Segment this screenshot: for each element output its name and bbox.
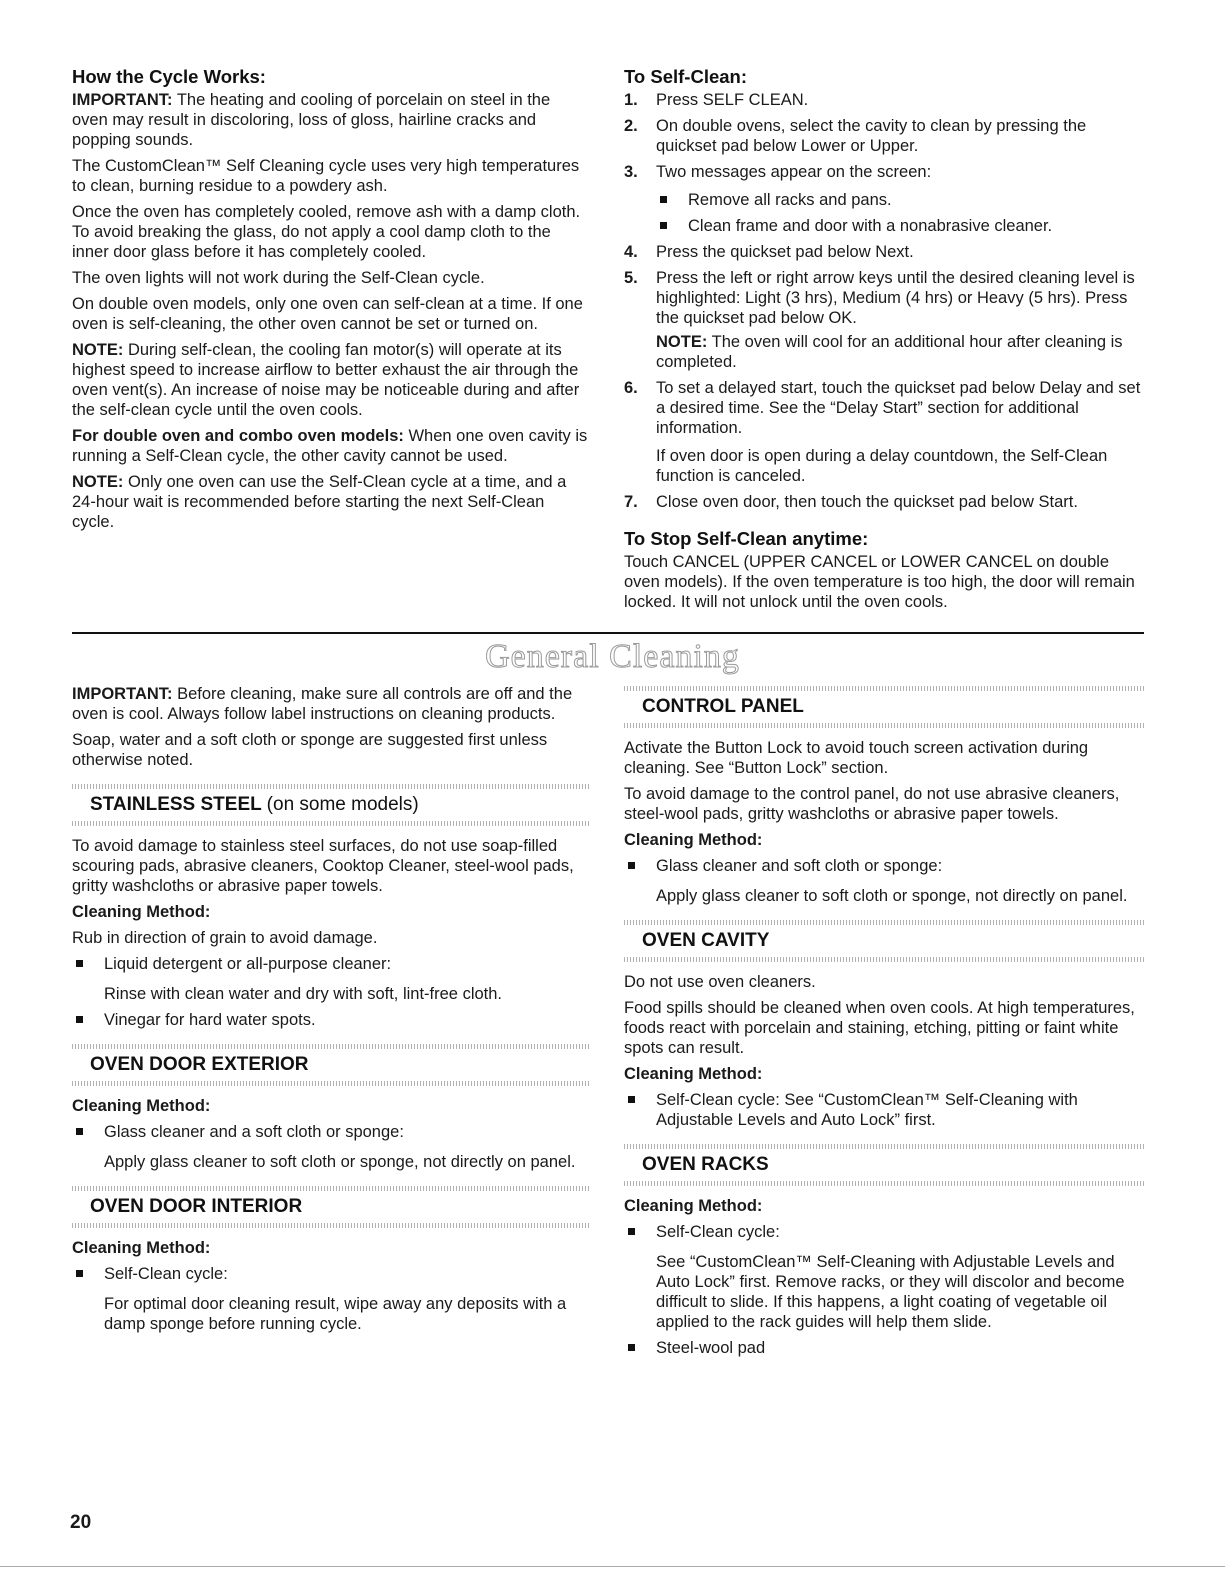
how-cycle-p4: The oven lights will not work during the Self-Clean cycle. (72, 269, 485, 287)
cleaning-method-label: Cleaning Method: (72, 1239, 211, 1257)
stainless-steel-header: STAINLESS STEEL (on some models) (72, 784, 590, 826)
bullet-square-icon (628, 1096, 635, 1103)
bullet-square-icon (660, 222, 667, 229)
general-intro2: Soap, water and a soft cloth or sponge are suggested first unless otherwise noted. (72, 731, 548, 769)
self-clean-section (624, 66, 1144, 618)
step-item: 6. To set a delayed start, touch the quickset pad below Delay and set a desired time. See the “Delay Start” section for additional information. If oven door is open during a delay countdown, the Self-Clean function is canceled. (624, 378, 1144, 486)
cleaning-method-label: Cleaning Method: (72, 1097, 211, 1115)
bullet-square-icon (76, 1270, 83, 1277)
oven-cavity-header: OVEN CAVITY (624, 920, 1144, 962)
bullet-square-icon (76, 1128, 83, 1135)
stainless-text: To avoid damage to stainless steel surfaces, do not use soap-filled scouring pads, abrasive cleaners, Cooktop Cleaner, steel-wool pads, gritty washcloths or abrasive paper towels. (72, 837, 574, 895)
step-item: 1. Press SELF CLEAN. (624, 91, 809, 109)
control-panel-p1: Activate the Button Lock to avoid touch screen activation during cleaning. See “Button Lock” section. (624, 739, 1089, 777)
bullet-item: Glass cleaner and a soft cloth or sponge: Apply glass cleaner to soft cloth or sponge, not directly on panel. (72, 1122, 590, 1172)
hatch-divider (624, 723, 1144, 728)
bullet-item: Clean frame and door with a nonabrasive cleaner. (656, 216, 1144, 236)
hatch-divider (72, 1081, 590, 1086)
general-left-column (72, 684, 590, 1340)
how-cycle-double-oven: For double oven and combo oven models: When one oven cavity is running a Self-Clean cycle, the other cavity cannot be used. (72, 427, 588, 465)
how-cycle-p5: On double oven models, only one oven can self-clean at a time. If one oven is self-cleaning, the other oven cannot be set or turned on. (72, 295, 583, 333)
how-cycle-section (72, 66, 590, 538)
hatch-divider (72, 1223, 590, 1228)
bullet-square-icon (76, 1016, 83, 1023)
page-number: 20 (70, 1512, 92, 1533)
stainless-method-text: Rub in direction of grain to avoid damage. (72, 929, 378, 947)
oven-door-interior-header: OVEN DOOR INTERIOR (72, 1186, 590, 1228)
bullet-square-icon (76, 960, 83, 967)
self-clean-steps (624, 90, 1144, 512)
how-cycle-p2: The CustomClean™ Self Cleaning cycle uses very high temperatures to clean, burning residue to a powdery ash. (72, 157, 580, 195)
bullet-item: Self-Clean cycle: See “CustomClean™ Self-Cleaning with Adjustable Levels and Auto Lock” first. Remove racks, or they will discolor and become difficult to slide. If this happens, a light coating of vegetable oil applied to the rack guides will help them slide. (624, 1222, 1144, 1332)
bullet-square-icon (628, 1228, 635, 1235)
step-item: 4. Press the quickset pad below Next. (624, 243, 914, 261)
bullet-square-icon (628, 1344, 635, 1351)
bullet-item: Self-Clean cycle: See “CustomClean™ Self-Cleaning with Adjustable Levels and Auto Lock” first. (624, 1090, 1144, 1130)
general-cleaning-title: General Cleaning (485, 638, 740, 675)
how-cycle-important: IMPORTANT: The heating and cooling of porcelain on steel in the oven may result in discoloring, loss of gloss, hairline cracks and popping sounds. (72, 91, 551, 149)
oven-cavity-p1: Do not use oven cleaners. (624, 973, 816, 991)
bottom-edge-line (0, 1566, 1225, 1567)
control-panel-header: CONTROL PANEL (624, 686, 1144, 728)
bullet-square-icon (628, 862, 635, 869)
how-cycle-heading: How the Cycle Works: (72, 66, 266, 87)
bullet-square-icon (660, 196, 667, 203)
cleaning-method-label: Cleaning Method: (624, 1065, 763, 1083)
stop-clean-heading: To Stop Self-Clean anytime: (624, 528, 869, 549)
step-note: NOTE: The oven will cool for an additional hour after cleaning is completed. (656, 333, 1123, 371)
step-item: 2. On double ovens, select the cavity to clean by pressing the quickset pad below Lower or Upper. (624, 117, 1087, 155)
oven-racks-bullets (624, 1222, 1144, 1358)
oven-cavity-bullets (624, 1090, 1144, 1130)
how-cycle-note: NOTE: During self-clean, the cooling fan motor(s) will operate at its highest speed to increase airflow to better exhaust the air through the oven vent(s). An increase of noise may be noticeable during and after the self-clean cycle until the oven cools. (72, 341, 580, 419)
bullet-item: Self-Clean cycle: For optimal door cleaning result, wipe away any deposits with a damp sponge before running cycle. (72, 1264, 590, 1334)
self-clean-heading: To Self-Clean: (624, 66, 747, 87)
stainless-bullets (72, 954, 590, 1030)
bullet-item: Glass cleaner and soft cloth or sponge: Apply glass cleaner to soft cloth or sponge, not directly on panel. (624, 856, 1144, 906)
control-panel-p2: To avoid damage to the control panel, do not use abrasive cleaners, steel-wool pads, gritty washcloths or abrasive paper towels. (624, 785, 1120, 823)
bullet-item: Steel-wool pad (624, 1338, 1144, 1358)
control-panel-bullets (624, 856, 1144, 906)
general-right-column (624, 684, 1144, 1364)
cleaning-method-label: Cleaning Method: (72, 903, 211, 921)
cleaning-method-label: Cleaning Method: (624, 1197, 763, 1215)
door-int-bullets (72, 1264, 590, 1334)
step-item: 5. Press the left or right arrow keys until the desired cleaning level is highlighted: Light (3 hrs), Medium (4 hrs) or Heavy (5 hrs). Press the quickset pad below OK. NOTE: The oven will cool for an additional hour after cleaning is completed. (624, 268, 1144, 372)
how-cycle-p3: Once the oven has completely cooled, remove ash with a damp cloth. To avoid breaking the glass, do not apply a cool damp cloth to the inner door glass before it has completely cooled. (72, 203, 581, 261)
step-item: 3. Two messages appear on the screen: Remove all racks and pans. Clean frame and door with a nonabrasive cleaner. (624, 162, 1144, 236)
oven-cavity-p2: Food spills should be cleaned when oven cools. At high temperatures, foods react with porcelain and staining, etching, pitting or faint white spots can result. (624, 999, 1135, 1057)
hatch-divider (624, 1181, 1144, 1186)
door-ext-bullets (72, 1122, 590, 1172)
how-cycle-note2: NOTE: Only one oven can use the Self-Clean cycle at a time, and a 24-hour wait is recommended before starting the next Self-Clean cycle. (72, 473, 567, 531)
step-bullets (656, 190, 1144, 236)
oven-racks-header: OVEN RACKS (624, 1144, 1144, 1186)
step-extra: If oven door is open during a delay countdown, the Self-Clean function is canceled. (656, 447, 1108, 485)
hatch-divider (624, 957, 1144, 962)
cleaning-method-label: Cleaning Method: (624, 831, 763, 849)
bullet-item: Liquid detergent or all-purpose cleaner: Rinse with clean water and dry with soft, lint-free cloth. (72, 954, 590, 1004)
oven-door-exterior-header: OVEN DOOR EXTERIOR (72, 1044, 590, 1086)
section-divider (72, 632, 1144, 634)
stop-clean-text: Touch CANCEL (UPPER CANCEL or LOWER CANCEL on double oven models). If the oven temperature is too high, the door will remain locked. It will not unlock until the oven cools. (624, 553, 1135, 611)
hatch-divider (72, 821, 590, 826)
general-important: IMPORTANT: Before cleaning, make sure all controls are off and the oven is cool. Always follow label instructions on cleaning products. (72, 685, 573, 723)
bullet-item: Vinegar for hard water spots. (72, 1010, 590, 1030)
step-item: 7. Close oven door, then touch the quickset pad below Start. (624, 493, 1078, 511)
bullet-item: Remove all racks and pans. (656, 190, 1144, 210)
